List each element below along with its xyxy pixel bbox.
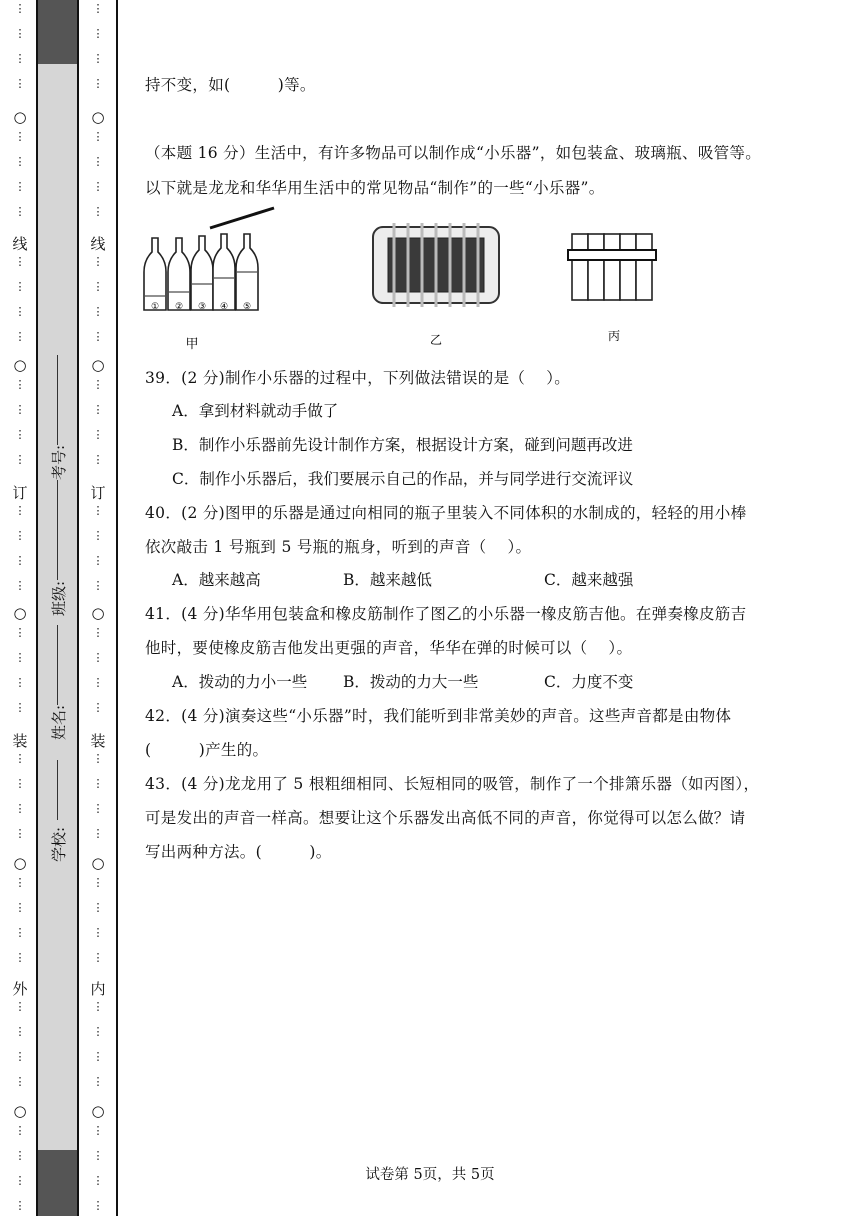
outer-mark-7: ○ <box>13 854 27 872</box>
outer-dot-separator: ⋮ <box>14 330 26 343</box>
outer-dot-separator: ⋮ <box>14 52 26 65</box>
outer-dot-separator: ⋮ <box>14 701 26 714</box>
inner-dot-separator: ⋮ <box>92 280 104 293</box>
question-43-stem-line2: 可是发出的声音一样高。想要让这个乐器发出高低不同的声音，你觉得可以怎么做？请 <box>145 809 746 827</box>
inner-dot-separator: ⋮ <box>92 529 104 542</box>
outer-dot-separator: ⋮ <box>14 1050 26 1063</box>
inner-mark-6: 装 <box>90 732 106 750</box>
inner-dot-separator: ⋮ <box>92 926 104 939</box>
outer-dot-separator: ⋮ <box>14 579 26 592</box>
outer-dot-separator: ⋮ <box>14 378 26 391</box>
inner-dot-separator: ⋮ <box>92 827 104 840</box>
question-39-option-a: A．拿到材料就动手做了 <box>172 402 339 420</box>
inner-dot-separator: ⋮ <box>92 1000 104 1013</box>
inner-dot-separator: ⋮ <box>92 453 104 466</box>
inner-dot-separator: ⋮ <box>92 52 104 65</box>
outer-dot-separator: ⋮ <box>14 453 26 466</box>
outer-dot-separator: ⋮ <box>14 802 26 815</box>
outer-dot-separator: ⋮ <box>14 255 26 268</box>
inner-dot-separator: ⋮ <box>92 802 104 815</box>
inner-dot-separator: ⋮ <box>92 155 104 168</box>
inner-dot-separator: ⋮ <box>92 1025 104 1038</box>
inner-dot-separator: ⋮ <box>92 403 104 416</box>
outer-dot-separator: ⋮ <box>14 951 26 964</box>
inner-mark-8: 内 <box>90 980 106 998</box>
outer-dot-separator: ⋮ <box>14 777 26 790</box>
outer-dot-separator: ⋮ <box>14 1025 26 1038</box>
question-40-stem-line1: 40．(2 分)图甲的乐器是通过向相同的瓶子里装入不同体积的水制成的，轻轻的用小棒 <box>145 504 747 522</box>
outer-dot-separator: ⋮ <box>14 1075 26 1088</box>
outer-dot-separator: ⋮ <box>14 280 26 293</box>
inner-dot-separator: ⋮ <box>92 305 104 318</box>
inner-mark-9: ○ <box>91 1102 105 1120</box>
figure-label-bing: 丙 <box>607 329 621 343</box>
inner-dot-separator: ⋮ <box>92 255 104 268</box>
question-40-option-c: C．越来越强 <box>544 571 634 589</box>
outer-dot-separator: ⋮ <box>14 155 26 168</box>
outer-dot-separator: ⋮ <box>14 1199 26 1212</box>
inner-dot-separator: ⋮ <box>92 1124 104 1137</box>
inner-mark-7: ○ <box>91 854 105 872</box>
figure-label-jia: 甲 <box>185 337 199 352</box>
outer-dot-separator: ⋮ <box>14 504 26 517</box>
inner-dot-separator: ⋮ <box>92 27 104 40</box>
box-guitar-figure <box>373 223 499 347</box>
outer-dot-separator: ⋮ <box>14 130 26 143</box>
bottle-number-4: ④ <box>219 302 229 312</box>
outer-dot-separator: ⋮ <box>14 827 26 840</box>
section-intro-line2: 以下就是龙龙和华华用生活中的常见物品“制作”的一些“小乐器”。 <box>145 179 605 197</box>
outer-dot-separator: ⋮ <box>14 1149 26 1162</box>
inner-dot-separator: ⋮ <box>92 205 104 218</box>
bottle-number-1: ① <box>150 302 160 312</box>
inner-mark-3: ○ <box>91 356 105 374</box>
question-41-option-c: C．力度不变 <box>544 673 634 691</box>
bottle-number-2: ② <box>174 302 184 312</box>
outer-dot-separator: ⋮ <box>14 305 26 318</box>
outer-dot-separator: ⋮ <box>14 77 26 90</box>
question-43-stem-line3: 写出两种方法。( )。 <box>145 843 332 861</box>
outer-dotted-column <box>0 0 40 1216</box>
question-39-option-c: C．制作小乐器后，我们要展示自己的作品，并与同学进行交流评议 <box>172 470 634 488</box>
outer-dot-separator: ⋮ <box>14 1174 26 1187</box>
outer-dot-separator: ⋮ <box>14 651 26 664</box>
outer-mark-2: 线 <box>12 235 28 253</box>
name-blank <box>57 625 58 705</box>
outer-dot-separator: ⋮ <box>14 626 26 639</box>
inner-dot-separator: ⋮ <box>92 504 104 517</box>
outer-dot-separator: ⋮ <box>14 554 26 567</box>
outer-mark-1: ○ <box>13 108 27 126</box>
outer-dot-separator: ⋮ <box>14 901 26 914</box>
instrument-figure <box>140 200 700 355</box>
inner-dot-separator: ⋮ <box>92 626 104 639</box>
section-intro-line1: （本题 16 分）生活中，有许多物品可以制作成“小乐器”，如包装盒、玻璃瓶、吸管等。 <box>145 144 762 162</box>
outer-mark-8: 外 <box>12 980 28 998</box>
inner-dot-separator: ⋮ <box>92 951 104 964</box>
outer-dot-separator: ⋮ <box>14 876 26 889</box>
inner-mark-4: 订 <box>90 484 106 502</box>
figure-label-yi: 乙 <box>429 333 443 347</box>
outer-dot-separator: ⋮ <box>14 180 26 193</box>
inner-mark-1: ○ <box>91 108 105 126</box>
outer-dot-separator: ⋮ <box>14 1124 26 1137</box>
inner-dot-separator: ⋮ <box>92 1174 104 1187</box>
inner-dot-separator: ⋮ <box>92 752 104 765</box>
question-39-stem: 39．(2 分)制作小乐器的过程中，下列做法错误的是（ ）。 <box>145 369 571 387</box>
inner-dot-separator: ⋮ <box>92 676 104 689</box>
inner-dot-separator: ⋮ <box>92 2 104 15</box>
outer-mark-5: ○ <box>13 604 27 622</box>
outer-dot-separator: ⋮ <box>14 27 26 40</box>
school-label: 学校: <box>50 826 69 863</box>
question-42-stem-line1: 42．(4 分)演奏这些“小乐器”时，我们能听到非常美妙的声音。这些声音都是由物体 <box>145 707 732 725</box>
panpipe-figure <box>568 234 656 343</box>
outer-mark-3: ○ <box>13 356 27 374</box>
page-footer: 试卷第 5页，共 5页 <box>365 1167 495 1183</box>
inner-dot-separator: ⋮ <box>92 180 104 193</box>
outer-dot-separator: ⋮ <box>14 1000 26 1013</box>
outer-mark-9: ○ <box>13 1102 27 1120</box>
question-41-option-b: B．拨动的力大一些 <box>343 673 479 691</box>
inner-dot-separator: ⋮ <box>92 554 104 567</box>
inner-dot-separator: ⋮ <box>92 876 104 889</box>
question-40-option-a: A．越来越高 <box>172 571 261 589</box>
question-42-stem-line2: ( )产生的。 <box>145 741 269 759</box>
outer-dot-separator: ⋮ <box>14 428 26 441</box>
inner-dot-separator: ⋮ <box>92 77 104 90</box>
inner-dot-separator: ⋮ <box>92 1050 104 1063</box>
inner-dot-separator: ⋮ <box>92 1149 104 1162</box>
bottles-figure <box>144 208 274 352</box>
inner-dot-separator: ⋮ <box>92 130 104 143</box>
outer-mark-4: 订 <box>12 484 28 502</box>
exam-number-label: 考号: <box>50 444 69 481</box>
class-label: 班级: <box>50 580 69 617</box>
inner-dot-separator: ⋮ <box>92 330 104 343</box>
bottle-number-3: ③ <box>197 302 207 312</box>
exam-number-blank <box>57 355 58 445</box>
band-top-dark <box>37 0 78 64</box>
name-label: 姓名: <box>50 704 69 741</box>
question-43-stem-line1: 43．(4 分)龙龙用了 5 根粗细相同、长短相同的吸管，制作了一个排箫乐器（如丙图）， <box>145 775 760 793</box>
inner-dot-separator: ⋮ <box>92 1199 104 1212</box>
inner-dot-separator: ⋮ <box>92 777 104 790</box>
question-39-option-b: B．制作小乐器前先设计制作方案，根据设计方案，碰到问题再改进 <box>172 436 633 454</box>
bottle-number-5: ⑤ <box>242 302 252 312</box>
outer-mark-6: 装 <box>12 732 28 750</box>
inner-dot-separator: ⋮ <box>92 651 104 664</box>
outer-dot-separator: ⋮ <box>14 926 26 939</box>
question-41-stem-line1: 41．(4 分)华华用包装盒和橡皮筋制作了图乙的小乐器一橡皮筋吉他。在弹奏橡皮筋吉 <box>145 605 747 623</box>
inner-dot-separator: ⋮ <box>92 428 104 441</box>
text-line-continued: 持不变，如( )等。 <box>145 76 316 94</box>
inner-dotted-column <box>78 0 118 1216</box>
question-40-stem-line2: 依次敲击 1 号瓶到 5 号瓶的瓶身，听到的声音（ ）。 <box>145 538 532 556</box>
inner-dot-separator: ⋮ <box>92 378 104 391</box>
outer-dot-separator: ⋮ <box>14 529 26 542</box>
question-40-option-b: B．越来越低 <box>343 571 432 589</box>
inner-dot-separator: ⋮ <box>92 701 104 714</box>
question-41-stem-line2: 他时，要使橡皮筋吉他发出更强的声音，华华在弹的时候可以（ ）。 <box>145 639 633 657</box>
outer-dot-separator: ⋮ <box>14 205 26 218</box>
question-41-option-a: A．拨动的力小一些 <box>172 673 308 691</box>
school-blank <box>57 760 58 820</box>
class-blank <box>57 480 58 580</box>
inner-dot-separator: ⋮ <box>92 901 104 914</box>
inner-mark-5: ○ <box>91 604 105 622</box>
outer-dot-separator: ⋮ <box>14 676 26 689</box>
outer-dot-separator: ⋮ <box>14 403 26 416</box>
inner-mark-2: 线 <box>90 235 106 253</box>
outer-dot-separator: ⋮ <box>14 752 26 765</box>
inner-dot-separator: ⋮ <box>92 1075 104 1088</box>
outer-dot-separator: ⋮ <box>14 2 26 15</box>
inner-dot-separator: ⋮ <box>92 579 104 592</box>
